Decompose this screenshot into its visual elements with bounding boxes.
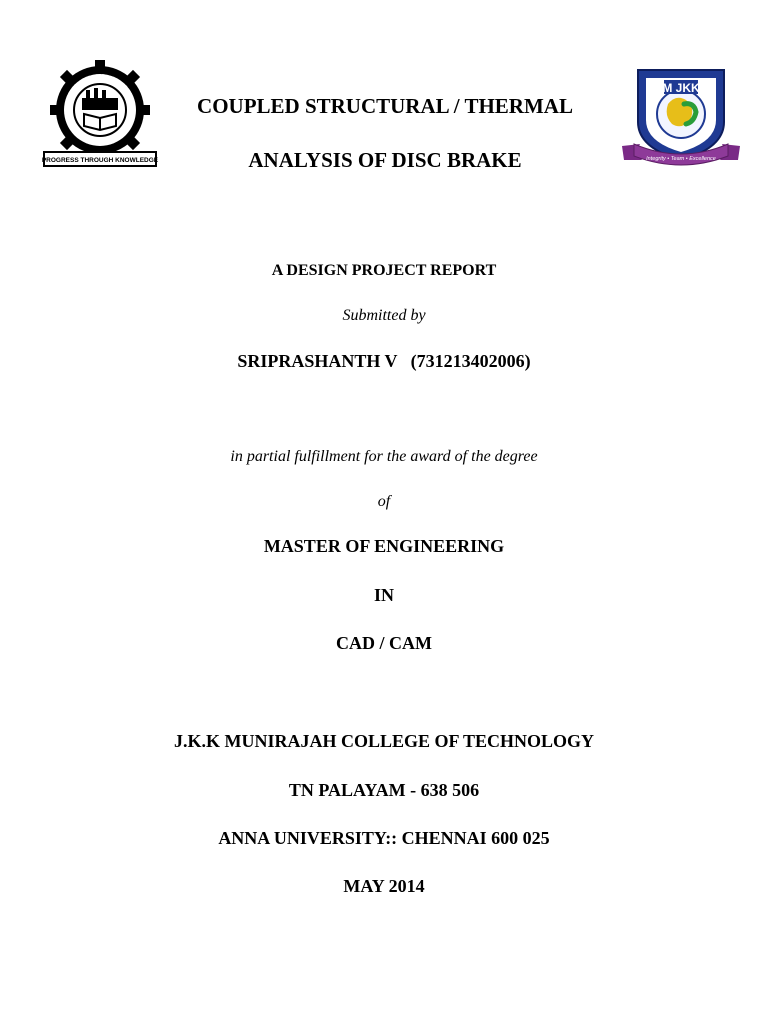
- report-title-line-2: ANALYSIS OF DISC BRAKE: [248, 148, 522, 172]
- of-text: of: [377, 493, 391, 510]
- logo-banner-text: PROGRESS THROUGH KNOWLEDGE: [41, 157, 159, 164]
- college-name: J.K.K MUNIRAJAH COLLEGE OF TECHNOLOGY: [173, 731, 595, 751]
- report-type: A DESIGN PROJECT REPORT: [271, 262, 497, 279]
- anna-university-logo: [40, 60, 160, 170]
- submission-date: MAY 2014: [343, 876, 425, 896]
- college-address: TN PALAYAM - 638 506: [288, 780, 480, 800]
- logo-arc-text: ANNA UNIVERSITY: [60, 65, 140, 97]
- fulfillment-text: in partial fulfillment for the award of the degree: [230, 448, 538, 465]
- jkk-college-logo: [620, 64, 742, 170]
- specialization: CAD / CAM: [336, 633, 432, 653]
- degree-name: MASTER OF ENGINEERING: [263, 536, 505, 556]
- university-name: ANNA UNIVERSITY:: CHENNAI 600 025: [218, 828, 550, 848]
- ribbon-text: Integrity • Team • Excellence: [646, 156, 716, 162]
- in-text: IN: [373, 585, 394, 605]
- report-title-line-1: COUPLED STRUCTURAL / THERMAL: [197, 94, 573, 118]
- submitted-by-label: Submitted by: [342, 307, 426, 324]
- logo-letters: M JKK: [662, 81, 700, 95]
- author-name: SRIPRASHANTH V (731213402006): [237, 351, 531, 371]
